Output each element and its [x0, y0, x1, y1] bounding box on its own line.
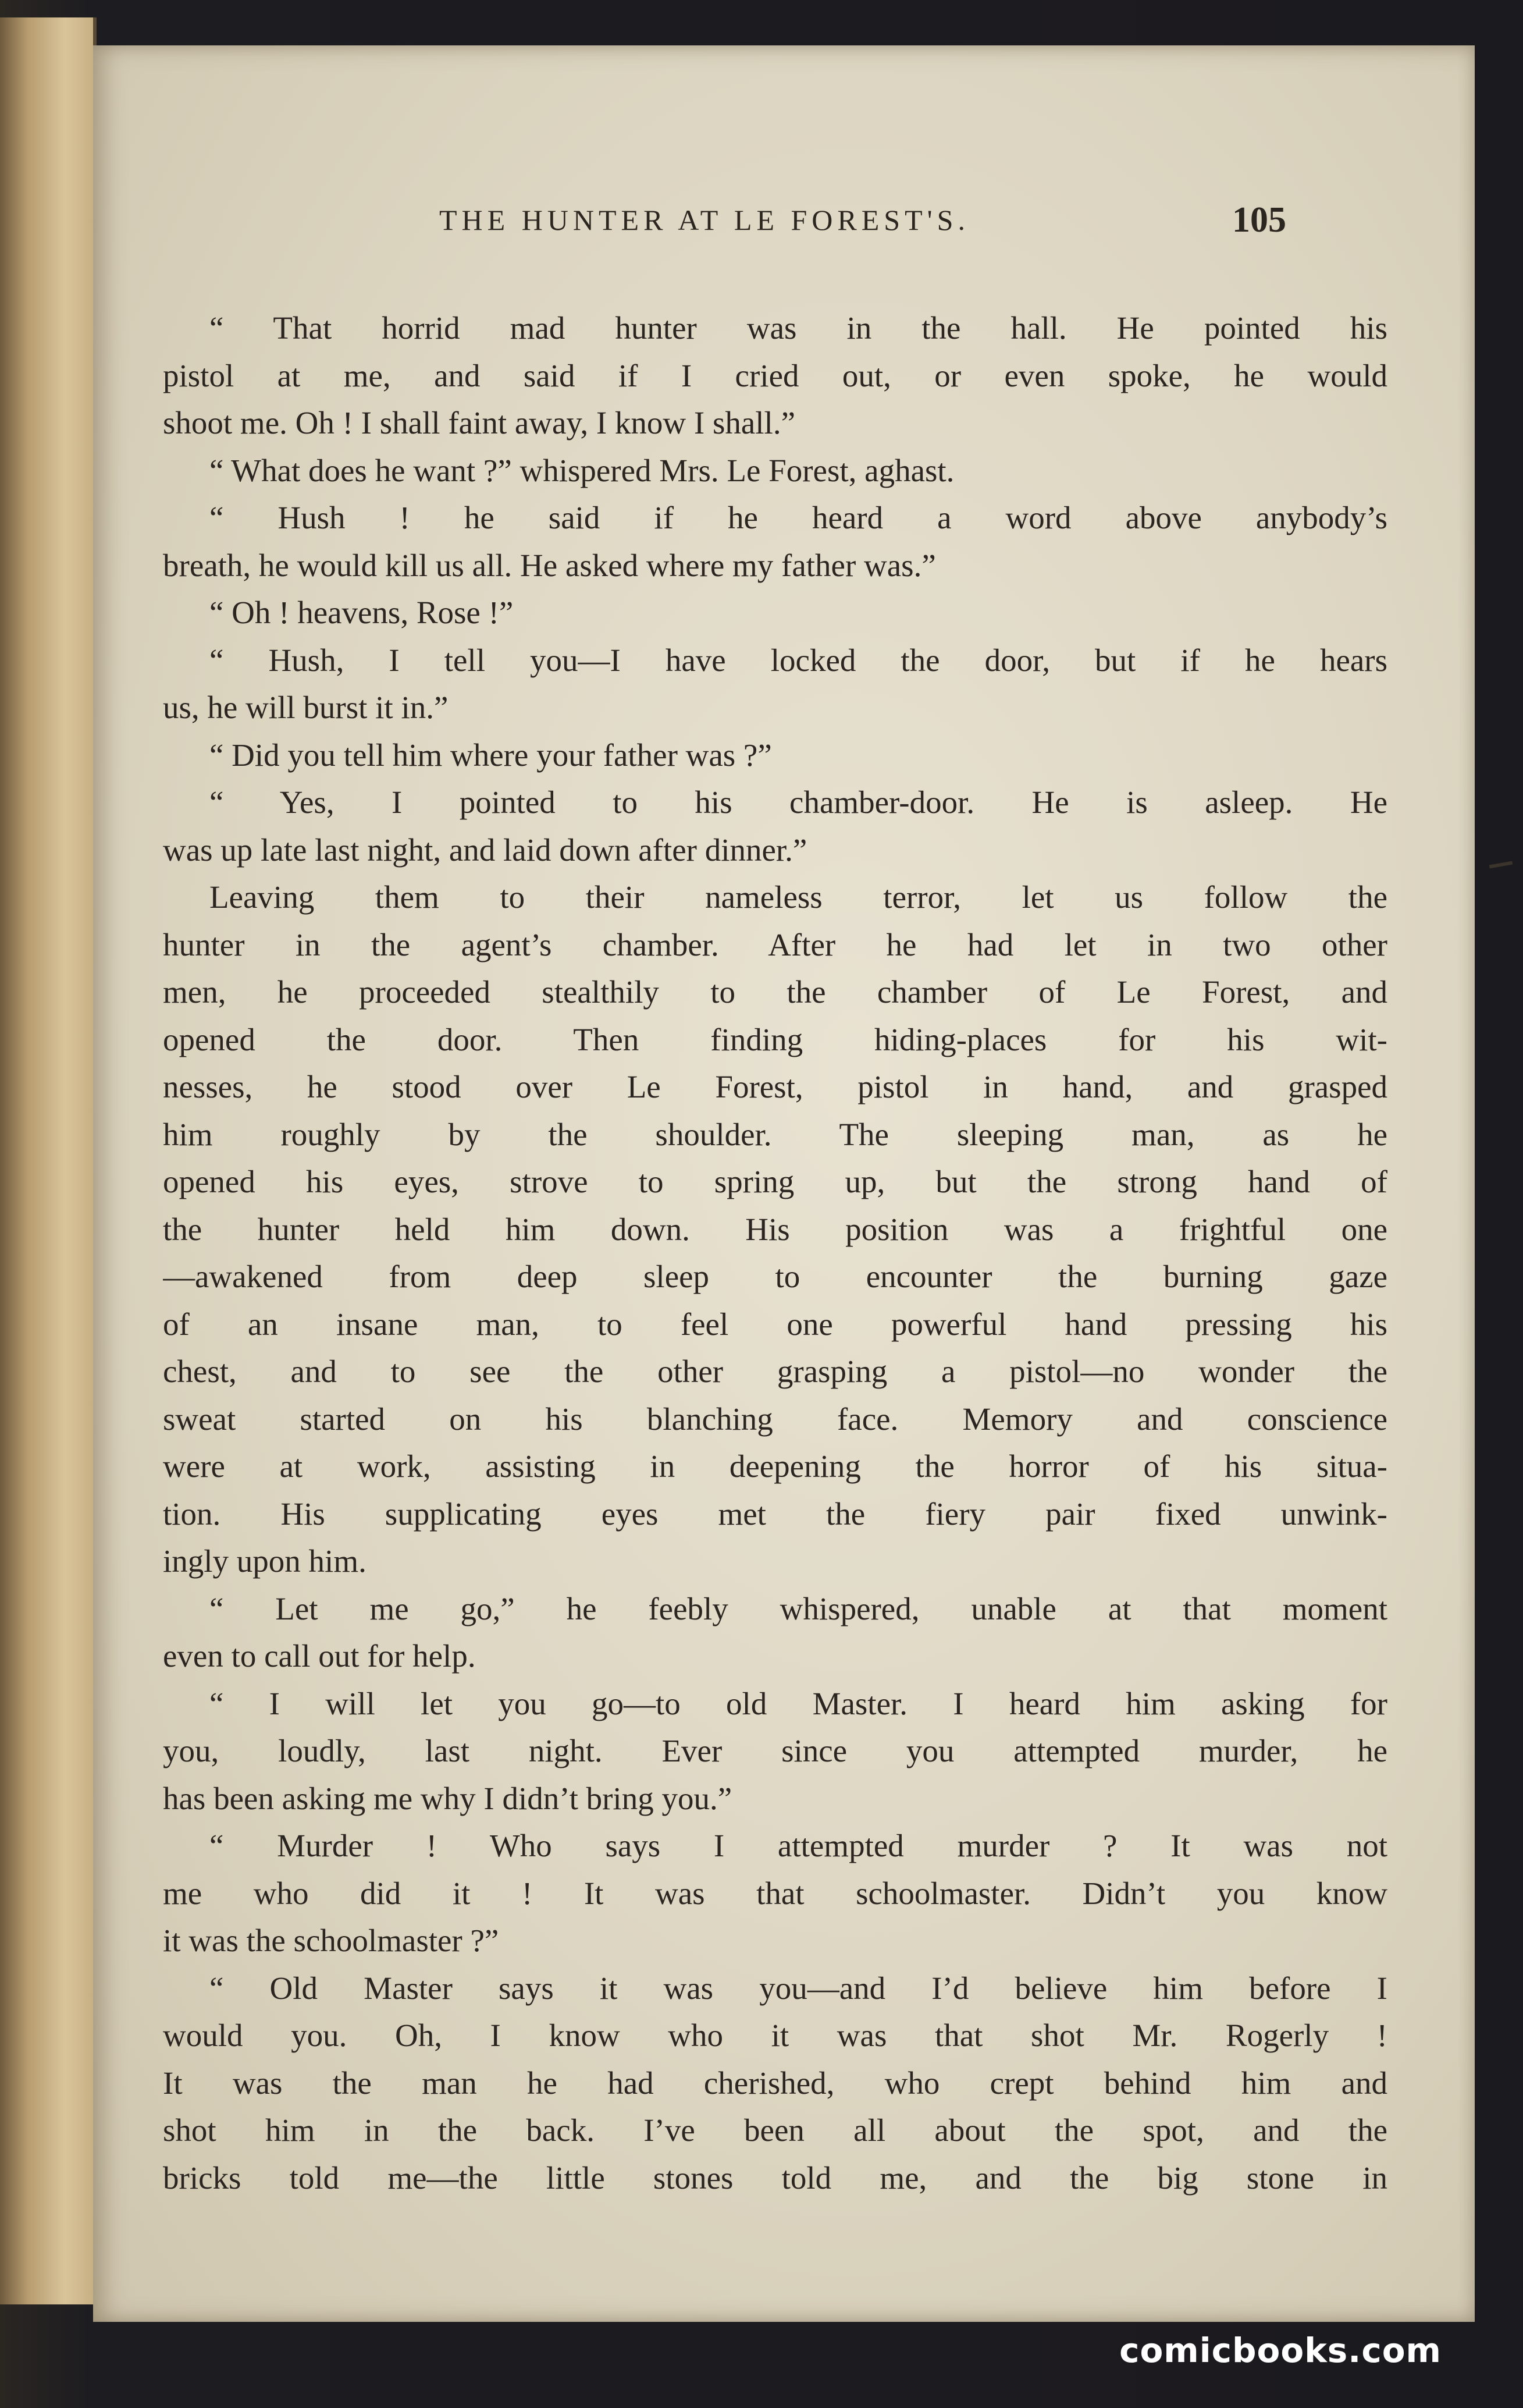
text-line: “ Let me go,” he feebly whispered, unable at that moment: [209, 1590, 1387, 1626]
text-line: men, he proceeded stealthily to the chamber of Le Forest, and: [163, 974, 1387, 1010]
text-line: —awakened from deep sleep to encounter the burning gaze: [163, 1259, 1387, 1294]
text-line: pistol at me, and said if I cried out, or even spoke, he would: [163, 357, 1387, 393]
text-line: was up late last night, and laid down after dinner.”: [163, 832, 807, 868]
text-line: “ Hush ! he said if he heard a word above anybody’s: [209, 500, 1387, 535]
text-line: were at work, assisting in deepening the horror of his situa-: [163, 1448, 1387, 1484]
text-line: opened his eyes, strove to spring up, but the strong hand of: [163, 1164, 1387, 1199]
text-line: “ I will let you go—to old Master. I heard him asking for: [209, 1685, 1387, 1721]
watermark: comicbooks.com: [1119, 2331, 1442, 2370]
body-text: [163, 304, 1387, 2201]
text-line: breath, he would kill us all. He asked where my father was.”: [163, 547, 936, 583]
text-line: ingly upon him.: [163, 1543, 366, 1579]
text-line: “ That horrid mad hunter was in the hall. He pointed his: [209, 310, 1387, 346]
book-page: [93, 45, 1475, 2322]
text-line: “ Did you tell him where your father was ?”: [209, 737, 772, 773]
text-line: tion. His supplicating eyes met the fiery pair fixed unwink-: [163, 1496, 1387, 1532]
text-line: even to call out for help.: [163, 1638, 476, 1674]
facing-page-edge: [0, 17, 97, 2304]
text-line: It was the man he had cherished, who crept behind him and: [163, 2065, 1387, 2101]
text-line: has been asking me why I didn’t bring you.”: [163, 1780, 732, 1816]
text-line: would you. Oh, I know who it was that shot Mr. Rogerly !: [163, 2018, 1387, 2053]
text-line: nesses, he stood over Le Forest, pistol in hand, and grasped: [163, 1069, 1387, 1104]
text-line: “ Oh ! heavens, Rose !”: [209, 595, 514, 630]
text-line: it was the schoolmaster ?”: [163, 1923, 499, 1958]
ink-mark: [1489, 861, 1513, 869]
text-line: opened the door. Then finding hiding-places for his wit-: [163, 1021, 1387, 1057]
text-line: him roughly by the shoulder. The sleeping man, as he: [163, 1116, 1387, 1152]
text-line: sweat started on his blanching face. Memory and conscience: [163, 1401, 1387, 1437]
text-line: “ Yes, I pointed to his chamber-door. He is asleep. He: [209, 784, 1387, 820]
text-line: “ Hush, I tell you—I have locked the door, but if he hears: [209, 642, 1387, 678]
text-line: shot him in the back. I’ve been all about the spot, and the: [163, 2112, 1387, 2148]
text-line: us, he will burst it in.”: [163, 690, 449, 725]
text-line: “ Murder ! Who says I attempted murder ? It was not: [209, 1828, 1387, 1863]
page-number: 105: [1232, 200, 1286, 240]
text-line: you, loudly, last night. Ever since you attempted murder, he: [163, 1733, 1387, 1768]
text-line: chest, and to see the other grasping a pistol—no wonder the: [163, 1354, 1387, 1389]
text-line: me who did it ! It was that schoolmaster. Didn’t you know: [163, 1875, 1387, 1911]
text-line: bricks told me—the little stones told me, and the big stone in: [163, 2160, 1387, 2196]
text-line: hunter in the agent’s chamber. After he had let in two other: [163, 926, 1387, 963]
running-title: THE HUNTER AT LE FOREST'S.: [439, 204, 970, 236]
text-line: “ What does he want ?” whispered Mrs. Le Forest, aghast.: [209, 452, 955, 488]
text-line: “ Old Master says it was you—and I’d believe him before I: [209, 1970, 1387, 2006]
text-line: the hunter held him down. His position was a frightful one: [163, 1211, 1387, 1247]
text-line: Leaving them to their nameless terror, let us follow the: [209, 879, 1387, 915]
text-line: shoot me. Oh ! I shall faint away, I know I shall.”: [163, 405, 796, 441]
text-line: of an insane man, to feel one powerful hand pressing his: [163, 1306, 1387, 1342]
running-head: [93, 194, 1475, 246]
